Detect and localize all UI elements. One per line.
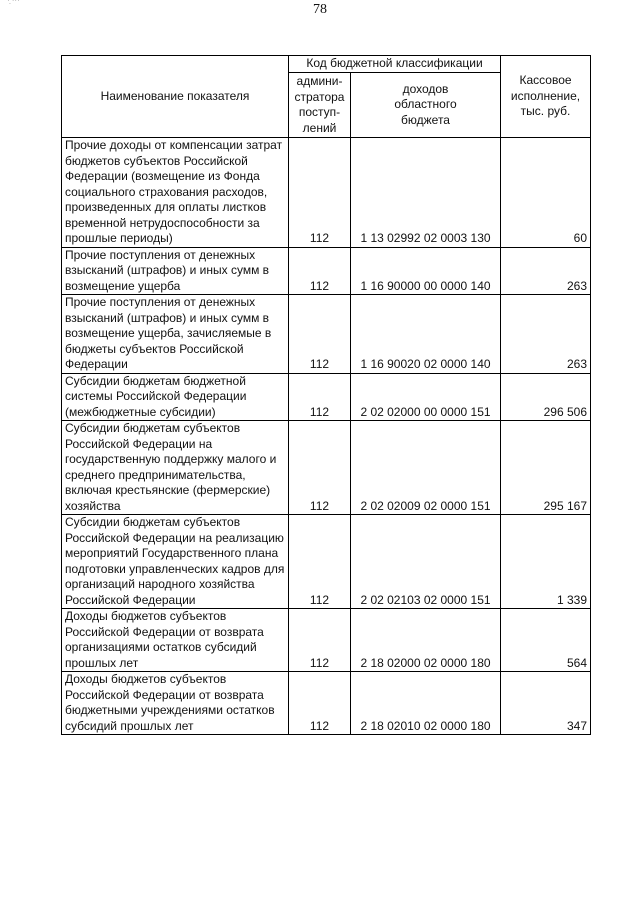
table-row [62,609,591,672]
row-admin-code: 112 [289,247,351,295]
row-name: Доходы бюджетов субъектов Российской Федерации от возврата бюджетными учреждениями остатков субсидий прошлых лет [62,672,289,735]
table-row [62,421,591,515]
row-value: 1 339 [501,515,591,609]
table-row [62,515,591,609]
page-number: 78 [313,2,327,17]
column-header-execution: Кассовое исполнение, тыс. руб. [501,56,591,138]
row-name: Прочие поступления от денежных взысканий (штрафов) и иных сумм в возмещение ущерба, зачисляемые в бюджеты субъектов Российской Федерации [62,295,289,374]
row-income-code: 2 02 02009 02 0000 151 [351,421,501,515]
column-header-admin: админи- стратора поступ- лений [289,73,351,138]
row-income-code: 1 16 90020 02 0000 140 [351,295,501,374]
column-header-name: Наименование показателя [62,56,289,138]
row-name: Субсидии бюджетам субъектов Российской Федерации на реализацию мероприятий Государственного плана подготовки управленческих кадров для организаций народного хозяйства Российской Федерации [62,515,289,609]
row-admin-code: 112 [289,609,351,672]
column-header-income: доходов областного бюджета [351,73,501,138]
row-name: Прочие доходы от компенсации затрат бюджетов субъектов Российской Федерации (возмещение из Фонда социального страхования расходов, произведенных для оплаты листков временной нетрудоспособности за прошлые периоды) [62,138,289,248]
row-admin-code: 112 [289,421,351,515]
row-name: Доходы бюджетов субъектов Российской Федерации от возврата организациями остатков субсидий прошлых лет [62,609,289,672]
table-row [62,247,591,295]
row-admin-code: 112 [289,515,351,609]
row-value: 60 [501,138,591,248]
budget-table [61,55,591,735]
row-income-code: 2 18 02010 02 0000 180 [351,672,501,735]
row-value: 296 506 [501,373,591,421]
column-header-code-group: Код бюджетной классификации [289,56,501,73]
table-row [62,672,591,735]
row-admin-code: 112 [289,373,351,421]
scan-header-mark: '. ' ' ' [8,0,20,6]
table-row [62,295,591,374]
row-name: Прочие поступления от денежных взысканий (штрафов) и иных сумм в возмещение ущерба [62,247,289,295]
row-name: Субсидии бюджетам бюджетной системы Российской Федерации (межбюджетные субсидии) [62,373,289,421]
row-name: Субсидии бюджетам субъектов Российской Федерации на государственную поддержку малого и среднего предпринимательства, включая крестьянские (фермерские) хозяйства [62,421,289,515]
row-value: 564 [501,609,591,672]
row-income-code: 2 18 02000 02 0000 180 [351,609,501,672]
row-value: 263 [501,295,591,374]
row-admin-code: 112 [289,672,351,735]
table-row [62,138,591,248]
row-income-code: 1 13 02992 02 0003 130 [351,138,501,248]
row-income-code: 2 02 02000 00 0000 151 [351,373,501,421]
row-value: 295 167 [501,421,591,515]
row-income-code: 2 02 02103 02 0000 151 [351,515,501,609]
table-row [62,373,591,421]
row-income-code: 1 16 90000 00 0000 140 [351,247,501,295]
row-admin-code: 112 [289,295,351,374]
row-admin-code: 112 [289,138,351,248]
row-value: 347 [501,672,591,735]
row-value: 263 [501,247,591,295]
